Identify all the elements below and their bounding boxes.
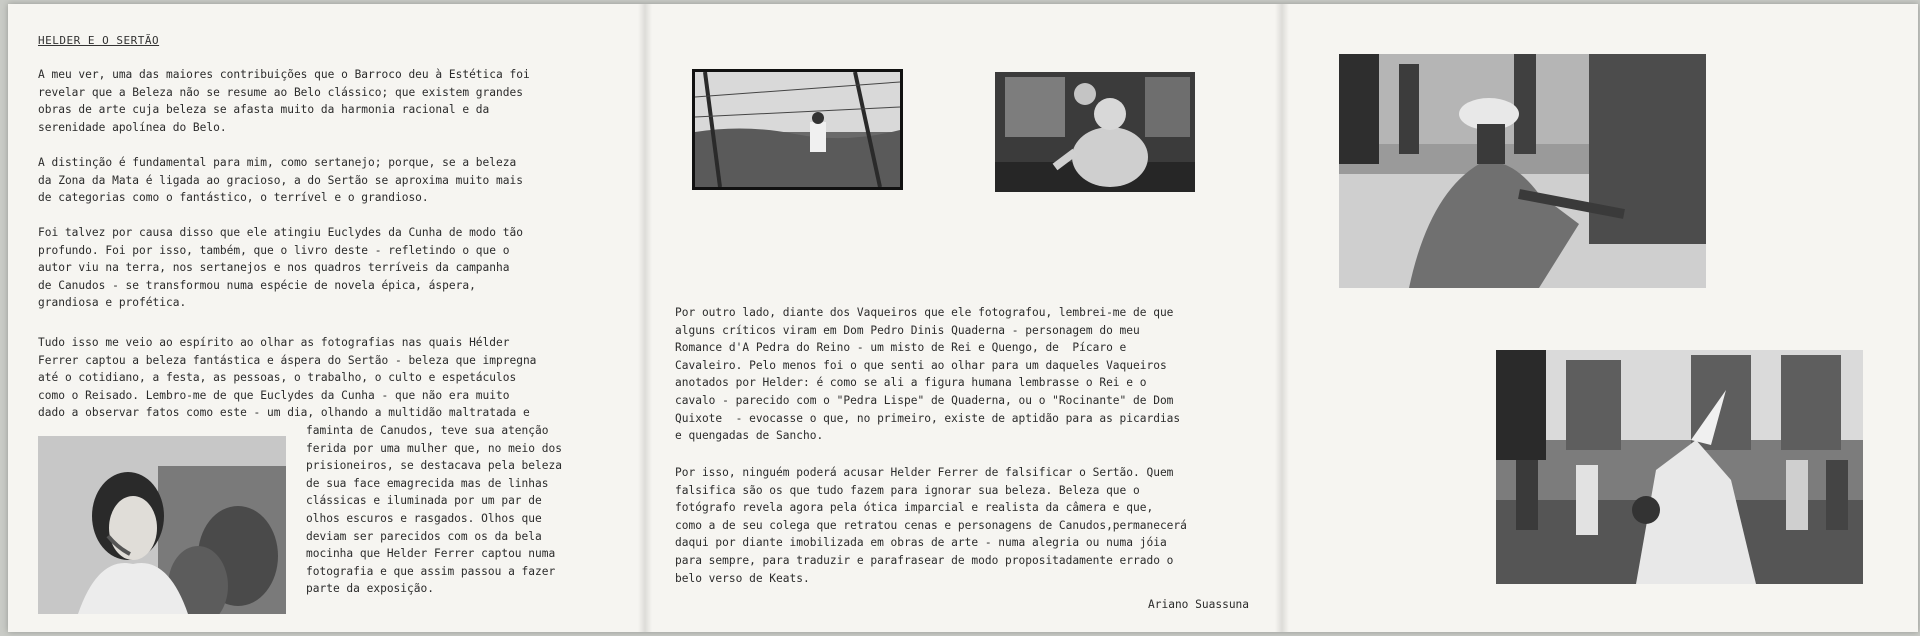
photo-girl	[38, 436, 286, 614]
paragraph-7: Por isso, ninguém poderá acusar Helder Ferrer de falsificar o Sertão. Quem falsifica são os que tudo fazem para ignorar sua beleza. Beleza que o fotógrafo revela agora pela ótica imparcial e realista da câmera e que, como a de seu colega que retratou cenas e personagens de Canudos,permanecerá daqui por diante imobilizada em obras de arte - numa alegria ou numa jóia para sempre, para traduzir e parafrasear de modo propositadamente errado o belo verso de Keats.	[675, 466, 1187, 585]
paragraph-1: A meu ver, uma das maiores contribuições que o Barroco deu à Estética foi revelar que a Beleza não se resume ao Belo clássico; que existem grandes obras de arte cuja beleza se afasta muito da harmonia racional e da serenidade apolínea do Belo.	[38, 68, 530, 134]
photo-child-fence	[695, 72, 900, 187]
photo-shop-man	[995, 72, 1195, 192]
paragraph-2: A distinção é fundamental para mim, como sertanejo; porque, se a beleza da Zona da Mata é ligada ao gracioso, a do Sertão se aproxima muito mais de categorias como o fantástico, o terrível e o grandioso.	[38, 156, 523, 205]
panel-left	[8, 4, 638, 632]
paragraph-3: Foi talvez por causa disso que ele atingiu Euclydes da Cunha de modo tão profundo. Foi por isso, também, que o livro deste - refletindo o que o autor viu na terra, nos sertanejos e nos quadros terríveis da campanha de Canudos - se transformou numa espécie de novela épica, áspera, grandiosa e profética.	[38, 226, 523, 310]
panel-middle	[645, 4, 1275, 632]
brochure-sheet	[8, 4, 1918, 632]
photo-masked-dancer	[1339, 54, 1706, 288]
paragraph-4: Tudo isso me veio ao espírito ao olhar as fotografias nas quais Hélder Ferrer captou a beleza fantástica e áspera do Sertão - beleza que impregna até o cotidiano, a festa, as pessoas, o trabalho, o culto e espetáculos como o Reisado. Lembro-me de que Euclydes da Cunha - que não era muito dado a observar fatos como este - um dia, olhando a multidão maltratada e	[38, 336, 537, 420]
paragraph-6: Por outro lado, diante dos Vaqueiros que ele fotografou, lembrei-me de que alguns críticos viram em Dom Pedro Dinis Quaderna - personagem do meu Romance d'A Pedra do Reino - um misto de Rei e Quengo, de Pícaro e Cavaleiro. Pelo menos foi o que senti ao olhar para um daqueles Vaqueiros anotados por Helder: é como se ali a figura humana lembrasse o Rei e o cavalo - parecido com o "Pedra Lispe" de Quaderna, ou o "Rocinante" de Dom Quixote - evocasse o que, no primeiro, existe de aptidão para as picardias e quengadas de Sancho.	[675, 306, 1181, 443]
panel-right	[1282, 4, 1918, 632]
paragraph-5: faminta de Canudos, teve sua atenção ferida por uma mulher que, no meio dos prisioneiros, se destacava pela beleza de sua face emagrecida mas de linhas clássicas e iluminada por um par de olhos escuros e rasgados. Olhos que deviam ser parecidos com os da bela mocinha que Helder Ferrer captou numa fotografia e que assim passou a fazer parte da exposição.	[306, 424, 562, 596]
page-title: HELDER E O SERTÃO	[38, 34, 160, 47]
photo-reisado-group	[1496, 350, 1863, 584]
signature: Ariano Suassuna	[1148, 598, 1250, 611]
